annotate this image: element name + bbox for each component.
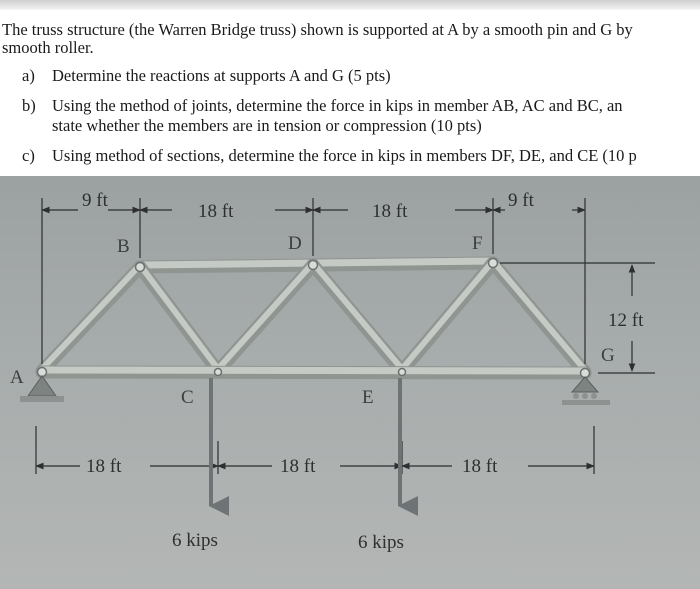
top-dim-18ft-1: 18 ft bbox=[198, 201, 234, 222]
node-label-g: G bbox=[601, 345, 615, 366]
node-label-e: E bbox=[362, 387, 374, 408]
top-dim-18ft-2: 18 ft bbox=[372, 201, 408, 222]
load-label-1: 6 kips bbox=[172, 530, 218, 551]
part-a-text: Determine the reactions at supports A and G (5 pts) bbox=[52, 66, 391, 85]
part-c-label: c) bbox=[22, 146, 35, 165]
node-label-f: F bbox=[472, 233, 483, 254]
part-b-text-1: Using the method of joints, determine the force in kips in member AB, AC and BC, an bbox=[52, 96, 623, 115]
part-b-label: b) bbox=[22, 96, 36, 115]
bottom-dim-18ft-3: 18 ft bbox=[462, 456, 498, 477]
node-label-b: B bbox=[117, 236, 130, 257]
part-a-label: a) bbox=[22, 66, 35, 85]
load-label-2: 6 kips bbox=[358, 532, 404, 553]
roller-support-g bbox=[562, 377, 610, 405]
top-dim-9ft-left: 9 ft bbox=[82, 190, 108, 211]
node-label-d: D bbox=[288, 233, 302, 254]
problem-intro-line-2: smooth roller. bbox=[2, 38, 94, 57]
height-dim-12ft: 12 ft bbox=[608, 310, 644, 331]
truss-figure bbox=[0, 176, 700, 589]
top-dim-9ft-right: 9 ft bbox=[508, 190, 534, 211]
problem-statement bbox=[0, 0, 700, 178]
bottom-dim-18ft-2: 18 ft bbox=[280, 456, 316, 477]
truss-diagram bbox=[0, 176, 700, 589]
member-diagonals bbox=[42, 261, 585, 372]
node-label-a: A bbox=[10, 367, 24, 388]
pin-support-a bbox=[20, 376, 64, 402]
node-label-c: C bbox=[181, 387, 194, 408]
bottom-dim-18ft-1: 18 ft bbox=[86, 456, 122, 477]
problem-intro-line-1: The truss structure (the Warren Bridge truss) shown is supported at A by a smooth pin and G by bbox=[2, 20, 633, 39]
part-b-text-2: state whether the members are in tension or compression (10 pts) bbox=[52, 116, 482, 135]
part-c-text: Using method of sections, determine the force in kips in members DF, DE, and CE (10 p bbox=[52, 146, 637, 165]
